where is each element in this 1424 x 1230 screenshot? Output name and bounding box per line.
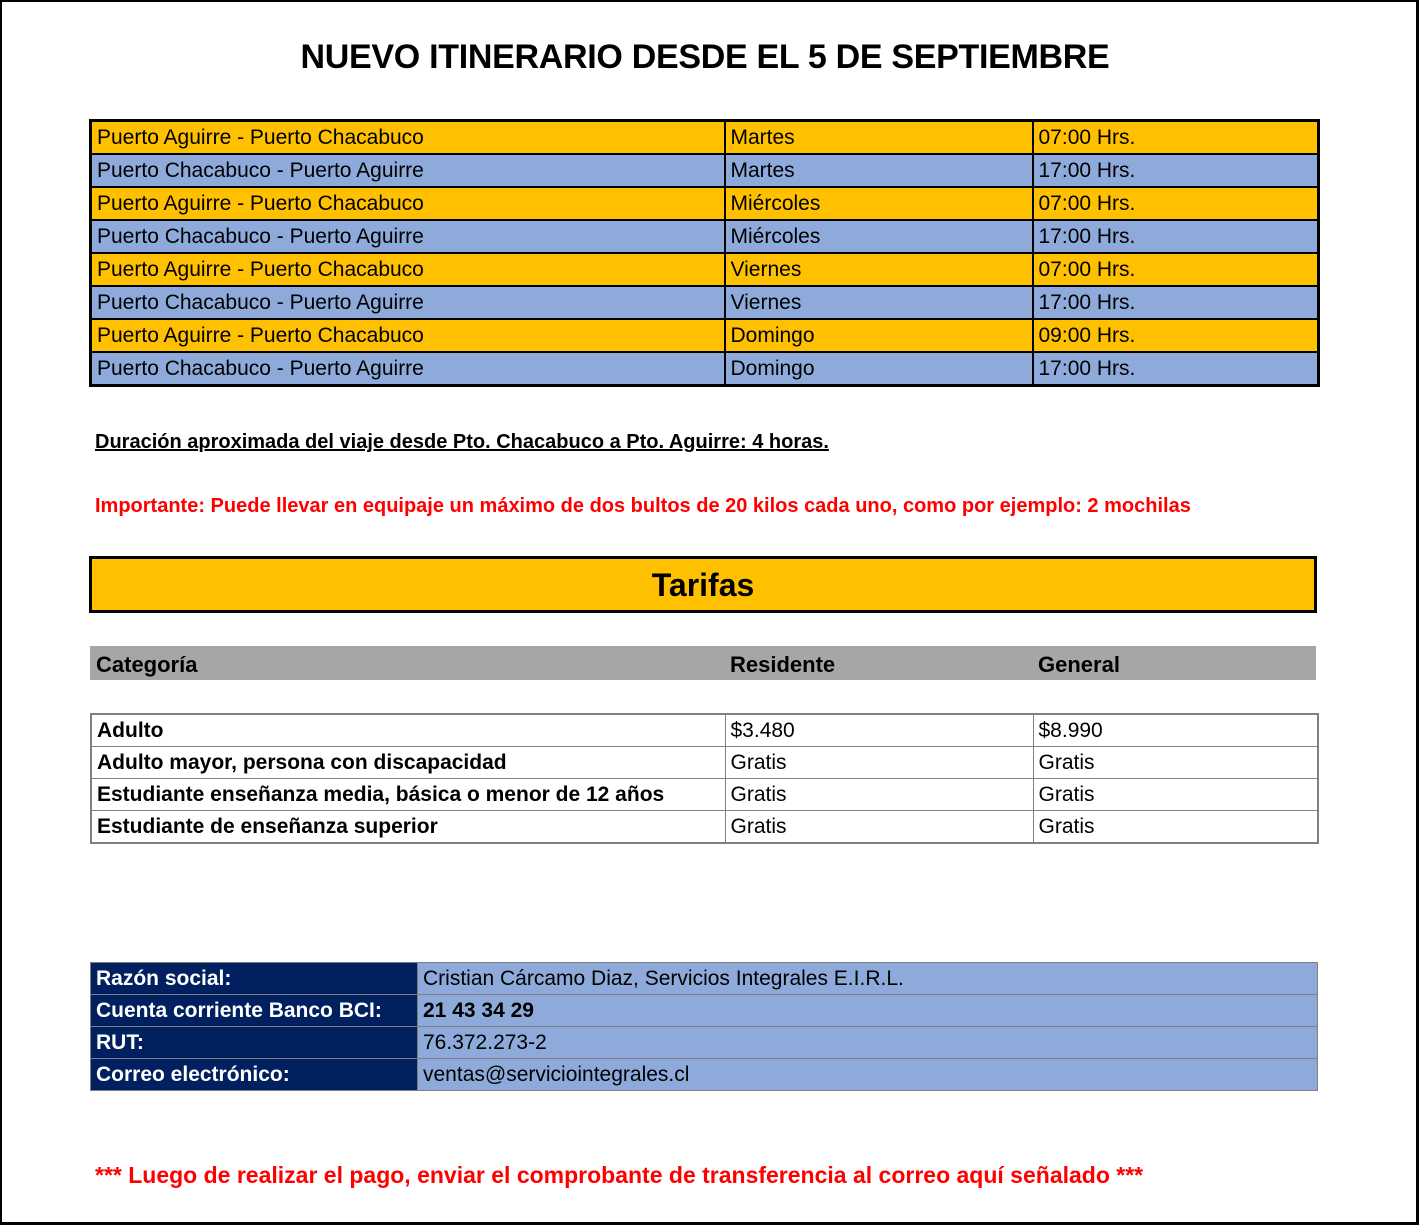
rut-label: RUT: [91,1027,418,1059]
schedule-time: 07:00 Hrs. [1033,121,1319,155]
schedule-route: Puerto Chacabuco - Puerto Aguirre [91,220,725,253]
fare-category: Adulto [91,714,725,747]
schedule-row [91,220,1319,253]
cuenta-label: Cuenta corriente Banco BCI: [91,995,418,1027]
schedule-day: Domingo [725,319,1033,352]
correo-value: ventas@serviciointegrales.cl [418,1059,1318,1091]
schedule-table [89,119,1320,387]
schedule-day: Martes [725,121,1033,155]
company-row-cuenta [91,995,1318,1027]
schedule-time: 07:00 Hrs. [1033,253,1319,286]
header-categoria: Categoría [96,652,198,677]
company-row-rut [91,1027,1318,1059]
schedule-row [91,286,1319,319]
schedule-time: 17:00 Hrs. [1033,352,1319,386]
schedule-route: Puerto Aguirre - Puerto Chacabuco [91,253,725,286]
fare-general: Gratis [1033,811,1318,844]
fare-category: Adulto mayor, persona con discapacidad [91,747,725,779]
fare-row [91,811,1318,844]
fare-general: $8.990 [1033,714,1318,747]
fare-resident: Gratis [725,811,1033,844]
fare-general: Gratis [1033,779,1318,811]
page-title: NUEVO ITINERARIO DESDE EL 5 DE SEPTIEMBRE [300,38,1110,76]
schedule-time: 17:00 Hrs. [1033,154,1319,187]
schedule-route: Puerto Aguirre - Puerto Chacabuco [91,187,725,220]
schedule-day: Miércoles [725,187,1033,220]
fare-resident: $3.480 [725,714,1033,747]
company-row-correo [91,1059,1318,1091]
fare-resident: Gratis [725,747,1033,779]
schedule-time: 09:00 Hrs. [1033,319,1319,352]
correo-label: Correo electrónico: [91,1059,418,1091]
schedule-day: Miércoles [725,220,1033,253]
duration-note: Duración aproximada del viaje desde Pto. Chacabuco a Pto. Aguirre: 4 horas. [95,431,829,453]
company-row-razon-social [91,963,1318,995]
header-general: General [1038,652,1120,677]
cuenta-value: 21 43 34 29 [418,995,1318,1027]
schedule-time: 17:00 Hrs. [1033,220,1319,253]
schedule-row [91,187,1319,220]
schedule-route: Puerto Aguirre - Puerto Chacabuco [91,121,725,155]
fares-table [90,713,1319,844]
schedule-route: Puerto Chacabuco - Puerto Aguirre [91,352,725,386]
schedule-day: Martes [725,154,1033,187]
fare-resident: Gratis [725,779,1033,811]
rut-value: 76.372.273-2 [418,1027,1318,1059]
fare-row [91,714,1318,747]
schedule-row [91,253,1319,286]
fare-row [91,747,1318,779]
fare-row [91,779,1318,811]
schedule-row [91,121,1319,155]
header-residente: Residente [730,652,836,677]
schedule-day: Viernes [725,286,1033,319]
schedule-day: Viernes [725,253,1033,286]
tarifas-heading: Tarifas [89,556,1317,613]
schedule-route: Puerto Chacabuco - Puerto Aguirre [91,286,725,319]
company-info-table [90,962,1318,1091]
razon-social-label: Razón social: [91,963,418,995]
schedule-row [91,352,1319,386]
schedule-time: 07:00 Hrs. [1033,187,1319,220]
schedule-day: Domingo [725,352,1033,386]
schedule-route: Puerto Aguirre - Puerto Chacabuco [91,319,725,352]
schedule-route: Puerto Chacabuco - Puerto Aguirre [91,154,725,187]
fares-header-row [90,646,1316,680]
razon-social-value: Cristian Cárcamo Diaz, Servicios Integrales E.I.R.L. [418,963,1318,995]
fare-category: Estudiante enseñanza media, básica o menor de 12 años [91,779,725,811]
schedule-row [91,154,1319,187]
schedule-row [91,319,1319,352]
fare-general: Gratis [1033,747,1318,779]
schedule-time: 17:00 Hrs. [1033,286,1319,319]
fare-category: Estudiante de enseñanza superior [91,811,725,844]
important-note: Importante: Puede llevar en equipaje un máximo de dos bultos de 20 kilos cada uno, como por ejemplo: 2 mochilas [95,495,1191,517]
payment-note: *** Luego de realizar el pago, enviar el comprobante de transferencia al correo aquí señalado *** [95,1162,1144,1188]
